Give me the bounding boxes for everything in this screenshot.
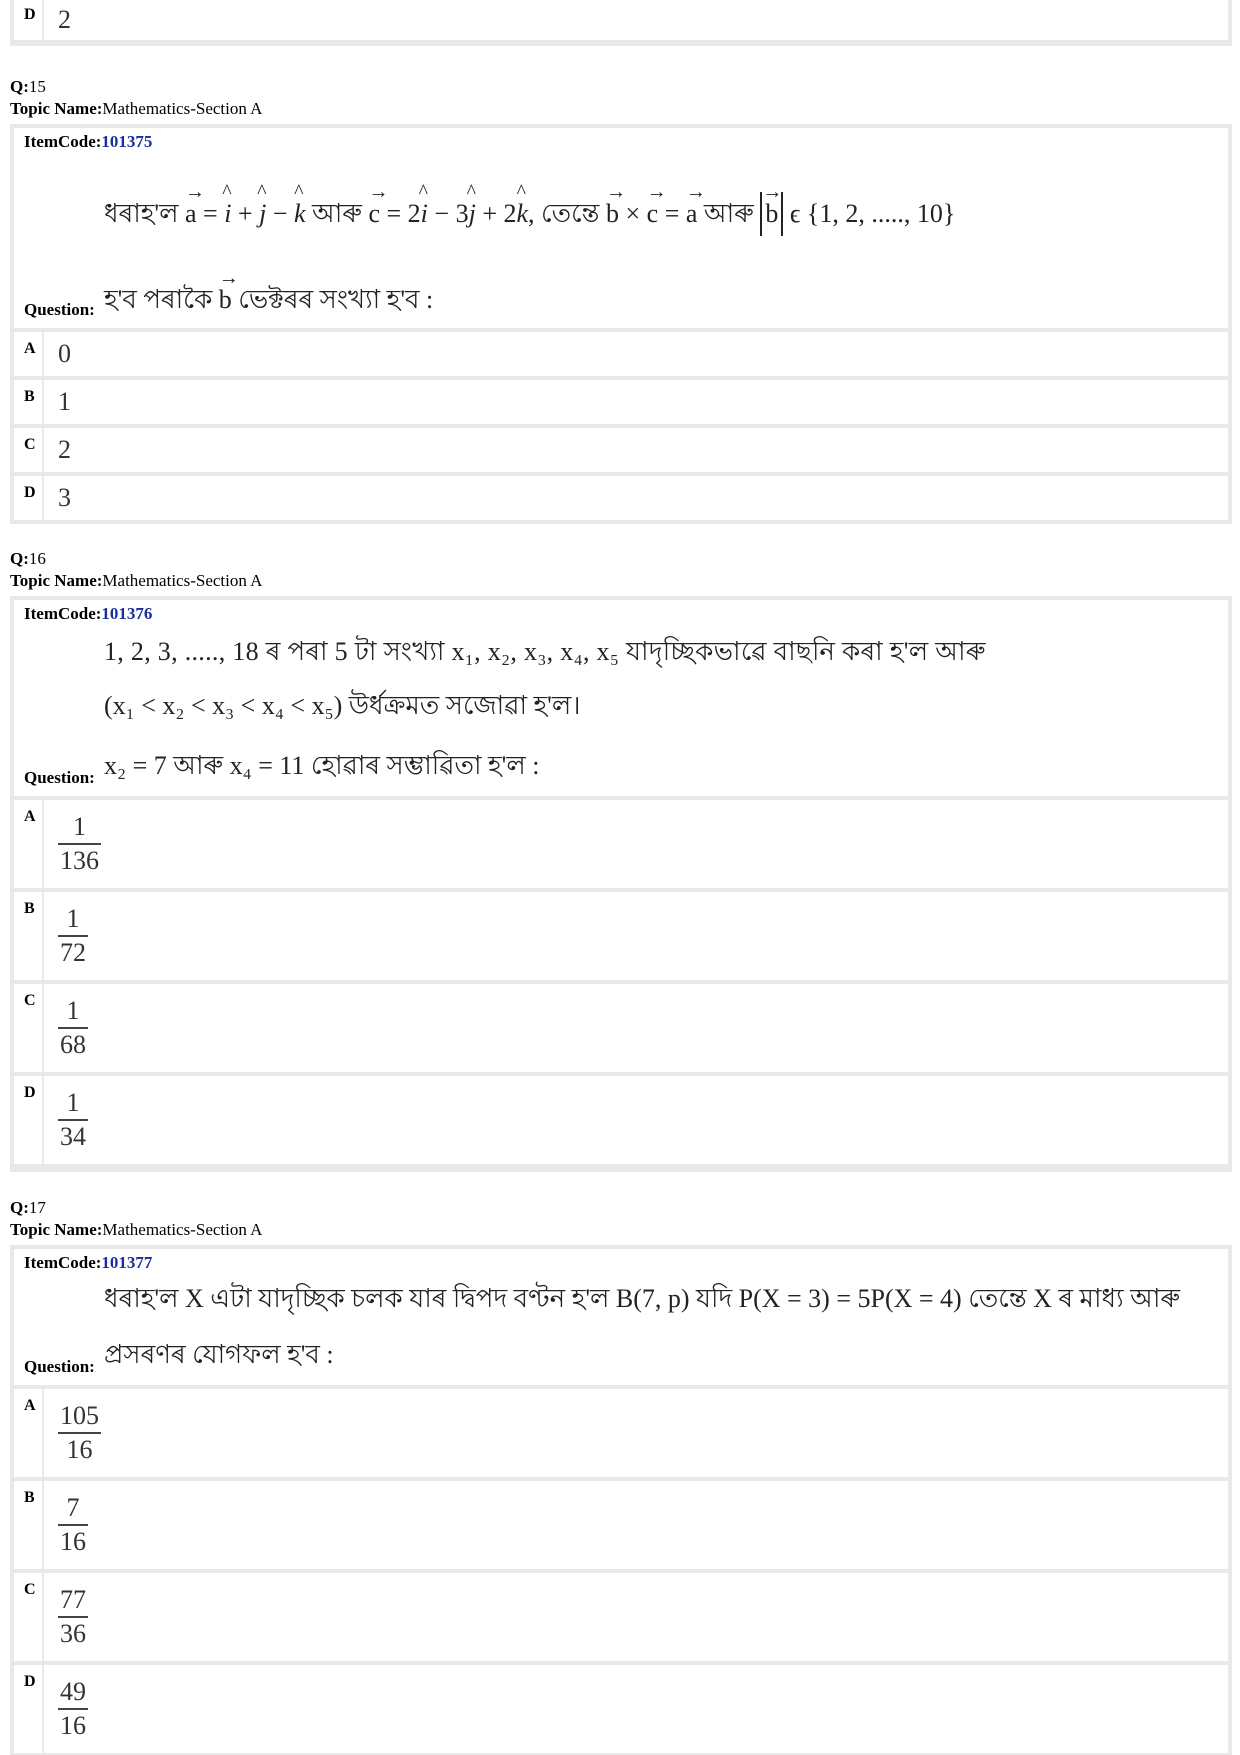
fraction: $\frac{49}{16}$ [60,1677,86,1740]
question-card [10,1245,1232,1755]
option-b[interactable] [14,892,1228,980]
question-text-line2: (x₁ < x₂ < x₃ < x₄ < x₅) উৰ্ধক্ৰমত সজোৱা হ'ল। [104,691,581,720]
option-value: 2 [58,435,71,464]
itemcode-value: 101377 [101,1253,153,1272]
option-value [44,1665,88,1753]
option-c[interactable] [14,1573,1228,1661]
then-word: , তেন্তে [528,199,600,228]
option-d[interactable] [14,476,1228,520]
vector-a: → a [685,181,706,228]
topic-prefix: Topic Name: [10,1220,103,1239]
question-label: Question: [24,768,95,787]
option-d[interactable] [14,1076,1228,1164]
question-number: 16 [28,549,46,568]
coef-2b: + 2 [482,199,517,228]
vector-b: → b [605,181,626,228]
topic-name: Mathematics-Section A [102,1220,263,1239]
coef-2: = 2 [386,199,421,228]
option-letter: D [14,1665,44,1753]
itemcode-prefix: ItemCode: [24,1253,102,1272]
minus-sign: − [272,199,288,228]
coef-3: − 3 [434,199,469,228]
q15-lead: ধৰাহ'ল [104,199,179,228]
option-value [44,984,88,1072]
question-text-line1: ধৰাহ'ল X এটা যাদৃচ্ছিক চলক যাৰ দ্বিপদ বণ্টন হ'ল B(7, p) যদি P(X = 3) = 5P(X = 4) তেন্তে X ৰ মাধ্য আৰু [104,1284,1181,1313]
option-letter: C [14,984,44,1072]
vector-c: → c [368,181,389,228]
option-value [44,1573,88,1661]
option-a[interactable] [14,800,1228,888]
vector-c: → c [646,181,667,228]
item-code [24,604,152,624]
option-d[interactable] [14,1665,1228,1753]
topic-prefix: Topic Name: [10,571,103,590]
q-prefix: Q: [10,549,29,568]
question-card [10,596,1232,1172]
item-code [24,1253,152,1273]
q15-line2-pre: হ'ব পৰাকৈ [104,285,213,314]
question-box [14,600,1228,796]
and-word: আৰু [703,199,754,228]
q-prefix: Q: [10,1198,29,1217]
eq-sign: = [664,199,680,228]
question-text-line1 [104,181,1218,236]
eq-sign: = [203,199,218,228]
fraction: $\frac{1}{68}$ [60,996,86,1059]
plus-sign: + [237,199,253,228]
question-text-line1: 1, 2, 3, ....., 18 ৰ পৰা 5 টা সংখ্যা x₁, x₂, x₃, x₄, x₅ যাদৃচ্ছিকভাৱে বাছনি কৰা হ'ল আৰু [104,637,986,666]
unit-j: ^ j [466,181,476,228]
option-letter: C [14,428,44,472]
option-letter: A [14,1389,44,1477]
option-letter: D [14,0,44,40]
option-value [44,1389,101,1477]
itemcode-value: 101375 [101,132,153,151]
question-box [14,1249,1228,1385]
unit-i: ^ i [222,181,232,228]
topic-prefix: Topic Name: [10,99,103,118]
question-header [10,76,262,120]
unit-k: ^ k [294,181,306,228]
and-word: আৰু [312,199,362,228]
option-letter: C [14,1573,44,1661]
topic-name: Mathematics-Section A [102,571,263,590]
fraction: $\frac{1}{34}$ [60,1088,86,1151]
topic-name: Mathematics-Section A [102,99,263,118]
option-letter: D [14,476,44,520]
fraction: $\frac{1}{72}$ [60,904,86,967]
vector-b: → b [218,267,239,314]
option-letter: A [14,332,44,376]
question-text-line2: প্ৰসৰণৰ যোগফল হ'ব : [104,1340,334,1369]
option-letter: B [14,892,44,980]
question-box [14,128,1228,328]
times-sign: × [625,199,641,228]
option-value [44,892,88,980]
fraction: $\frac{105}{16}$ [60,1401,99,1464]
question-number: 17 [28,1198,46,1217]
unit-k: ^ k [516,181,529,228]
option-value [44,1076,88,1164]
option-value: 1 [58,387,71,416]
option-b[interactable] [14,380,1228,424]
option-c[interactable] [14,428,1228,472]
fraction: $\frac{77}{36}$ [60,1585,86,1648]
question-header [10,1197,262,1241]
question-card [10,124,1232,524]
q-prefix: Q: [10,77,29,96]
question-text-line2 [104,267,1218,322]
itemcode-prefix: ItemCode: [24,132,102,151]
option-letter: A [14,800,44,888]
q15-line2-post: ভেক্টৰৰ সংখ্যা হ'ব : [238,285,434,314]
question-label: Question: [24,1357,95,1376]
option-a[interactable] [14,332,1228,376]
option-value [44,1481,88,1569]
question-header [10,548,262,592]
option-value: 2 [58,5,71,34]
set-notation: ϵ {1, 2, ....., 10} [789,199,956,228]
option-letter: B [14,1481,44,1569]
option-a[interactable] [14,1389,1228,1477]
option-c[interactable] [14,984,1228,1072]
option-row[interactable] [14,0,1228,40]
itemcode-value: 101376 [101,604,153,623]
option-value: 3 [58,483,71,512]
option-letter: D [14,1076,44,1164]
itemcode-prefix: ItemCode: [24,604,102,623]
option-letter: B [14,380,44,424]
question-number: 15 [28,77,46,96]
option-value: 0 [58,339,71,368]
item-code [24,132,152,152]
fraction: $\frac{7}{16}$ [60,1493,86,1556]
option-value [44,800,101,888]
fraction: $\frac{1}{136}$ [60,812,99,875]
question-text-line3: x₂ = 7 আৰু x₄ = 11 হোৱাৰ সম্ভাৱিতা হ'ল : [104,751,540,780]
unit-i: ^ i [418,181,429,228]
magnitude-b: → b [760,192,783,236]
previous-question-tail [10,0,1232,46]
vector-a: → a [184,181,205,228]
option-b[interactable] [14,1481,1228,1569]
question-label: Question: [24,300,95,319]
unit-j: ^ j [257,181,267,228]
